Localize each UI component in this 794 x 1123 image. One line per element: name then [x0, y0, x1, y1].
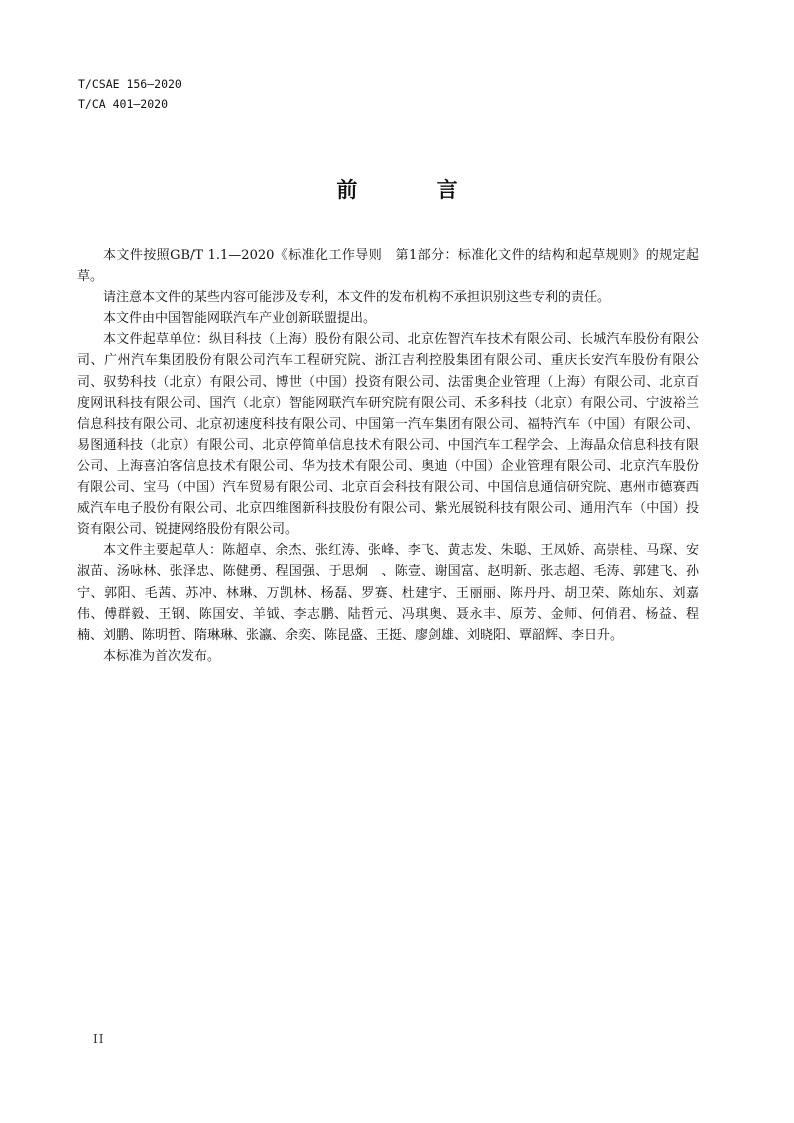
page-title: 前 言: [336, 178, 494, 202]
paragraph-drafting-organizations: 本文件起草单位：纵目科技（上海）股份有限公司、北京佐智汽车技术有限公司、长城汽车股份有限公司、广州汽车集团股份有限公司汽车工程研究院、浙江吉利控股集团有限公司、重庆长安汽车股份有限公司、驭势科技（北京）有限公司、博世（中国）投资有限公司、法雷奥企业管理（上海）有限公司、北京百度网讯科技有限公司、国汽（北京）智能网联汽车研究院有限公司、禾多科技（北京）有限公司、宁波裕兰信息科技有限公司、北京初速度科技有限公司、中国第一汽车集团有限公司、福特汽车（中国）有限公司、易图通科技（北京）有限公司、北京停简单信息技术有限公司、中国汽车工程学会、上海晶众信息科技有限公司、上海喜泊客信息技术有限公司、华为技术有限公司、奥迪（中国）企业管理有限公司、北京汽车股份有限公司、宝马（中国）汽车贸易有限公司、北京百会科技有限公司、中国信息通信研究院、惠州市德赛西威汽车电子股份有限公司、北京四维图新科技股份有限公司、紫光展锐科技有限公司、通用汽车（中国）投资有限公司、锐捷网络股份有限公司。: [77, 332, 699, 538]
document-code-line: T/CSAE 156—2020: [78, 77, 182, 91]
paragraph-first-release: 本标准为首次发布。: [103, 648, 221, 664]
paragraph-drafters: 本文件主要起草人：陈超卓、余杰、张红涛、张峰、李飞、黄志发、朱聪、王凤娇、高崇桂、马琛、安淑苗、汤咏林、张泽忠、陈健勇、程国强、于思炯 、陈壹、谢国富、赵明新、张志超、毛涛、郭建飞、孙宁、郭阳、毛茜、苏冲、林琳、万凯林、杨磊、罗赛、杜建宇、王丽丽、陈丹丹、胡卫荣、陈灿东、刘嘉伟、傅群毅、王钢、陈国安、羊钺、李志鹏、陆哲元、冯琪奥、聂永丰、原芳、金师、何俏君、杨益、程楠、刘鹏、陈明哲、隋琳琳、张瀛、余奕、陈昆盛、王挺、廖剑雄、刘晓阳、覃韶辉、李日升。: [77, 543, 699, 643]
paragraph-patent-notice: 请注意本文件的某些内容可能涉及专利，本文件的发布机构不承担识别这些专利的责任。: [103, 290, 611, 306]
document-code-line: T/CA 401—2020: [78, 97, 169, 111]
paragraph-proposer: 本文件由中国智能网联汽车产业创新联盟提出。: [103, 311, 377, 327]
page-number: II: [93, 1032, 105, 1046]
foreword-body: [77, 245, 699, 667]
document-code-block: [78, 74, 182, 114]
paragraph-drafting-rules: 本文件按照GB/T 1.1—2020《标准化工作导则 第1部分：标准化文件的结构和起草规则》的规定起草。: [77, 248, 699, 285]
